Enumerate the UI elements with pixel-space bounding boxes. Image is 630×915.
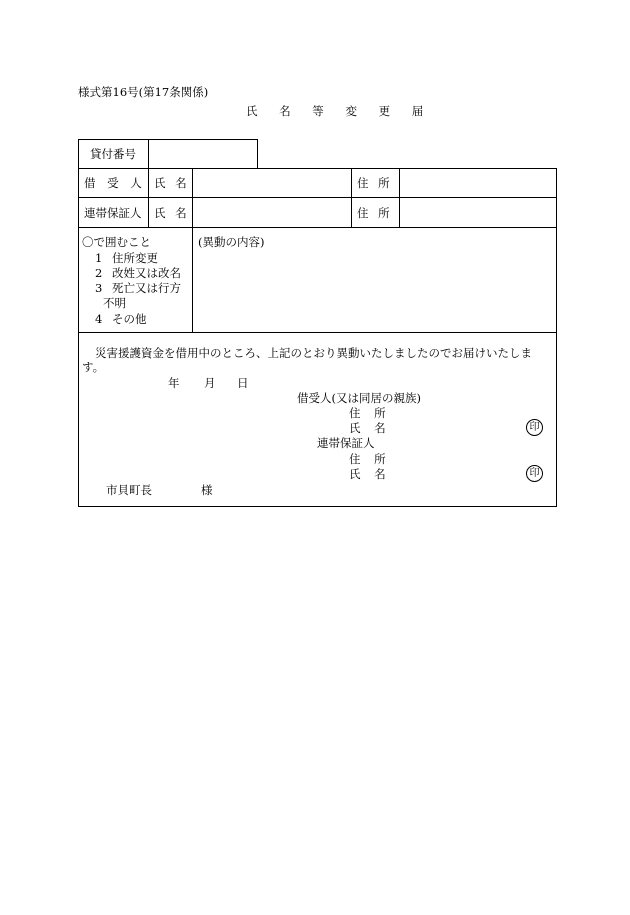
borrower-name-label: 氏 名 [154,176,190,190]
borrower-seal-icon: 印 [526,419,543,436]
recipient-title: 市貝町長 [106,483,152,497]
option-label: 死亡又は行方 [112,281,181,295]
option-label: その他 [112,312,147,326]
borrower-signature-address-label: 住 所 [349,406,391,420]
form-title: 氏 名 等 変 更 届 [246,104,433,118]
date-year-label: 年 [168,376,180,390]
guarantor-signature-address-label: 住 所 [349,452,391,466]
borrower-signature-heading: 借受人(又は同居の親族) [297,391,421,405]
declaration-text-line2: す。 [82,360,105,374]
loan-number-label: 貸付番号 [90,147,136,161]
option-label: 改姓又は改名 [112,266,181,280]
borrower-signature-name-label: 氏 名 [349,421,391,435]
guarantor-signature-heading: 連帯保証人 [317,436,375,450]
guarantor-seal-icon: 印 [526,465,543,482]
declaration-text-line1: 災害援護資金を借用中のところ、上記のとおり異動いたしましたのでお届けいたしま [95,346,532,360]
option-number: 2 [95,266,103,280]
change-details-label: (異動の内容) [198,235,265,249]
borrower-address-label: 住 所 [357,176,393,190]
form-number-label: 様式第16号(第17条関係) [78,85,209,99]
option-number: 1 [95,251,103,265]
option-number: 4 [95,312,103,326]
date-month-label: 月 [204,376,216,390]
option-label-continued: 不明 [103,296,126,310]
option-number: 3 [95,281,103,295]
option-label: 住所変更 [112,251,158,265]
guarantor-label: 連帯保証人 [84,206,142,220]
date-day-label: 日 [237,376,249,390]
guarantor-address-label: 住 所 [357,206,393,220]
change-details-field[interactable] [198,252,550,328]
change-type-heading: 〇で囲むこと [82,235,151,249]
recipient-honorific: 様 [201,483,213,497]
guarantor-signature-name-label: 氏 名 [349,467,391,481]
guarantor-name-label: 氏 名 [154,206,190,220]
borrower-label: 借 受 人 [84,176,146,190]
